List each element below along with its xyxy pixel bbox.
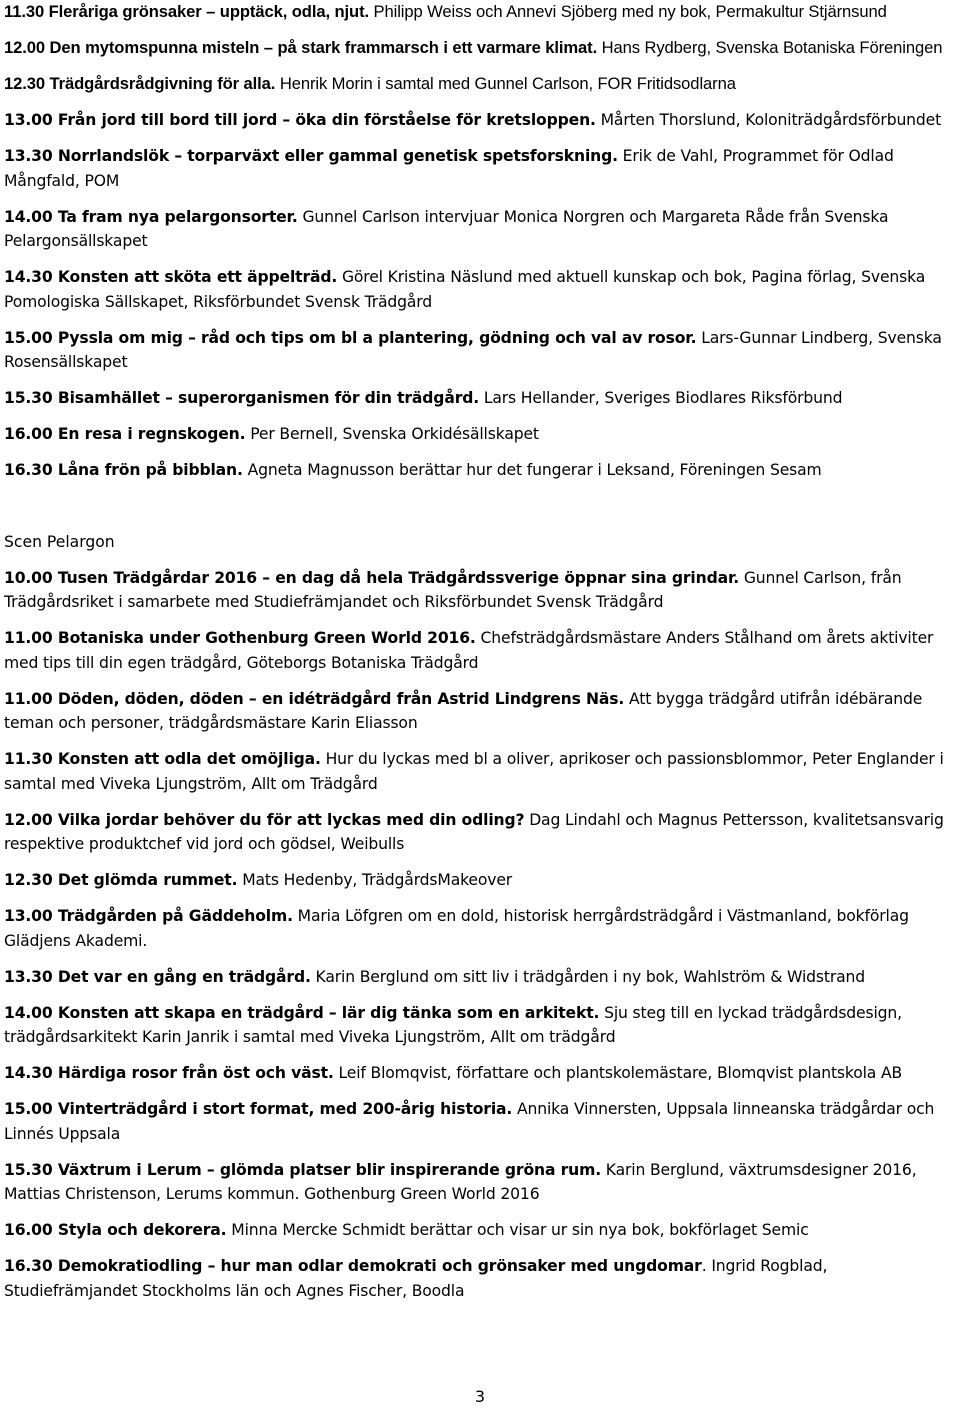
entry-title: 13.00 Trädgården på Gäddeholm.: [4, 907, 293, 925]
entry-title: 13.00 Från jord till bord till jord – öka din förståelse för kretsloppen.: [4, 111, 596, 129]
program-entry: [4, 265, 958, 314]
program-entry: [4, 458, 958, 483]
section-heading: Scen Pelargon: [4, 532, 115, 551]
program-entry: [4, 904, 958, 953]
program-entry: [4, 1158, 958, 1207]
program-entry: [4, 422, 958, 447]
entry-detail: Gunnel Carlson intervjuar Monica Norgren och Margareta Råde från Svenska Pelargonsällskapet: [4, 207, 889, 250]
entry-title: 14.00 Konsten att skapa en trädgård – lär dig tänka som en arkitekt.: [4, 1003, 600, 1022]
entry-title: 16.00 Styla och dekorera.: [4, 1221, 227, 1239]
entry-detail: Leif Blomqvist, författare och plantskolemästare, Blomqvist plantskola AB: [333, 1064, 903, 1082]
program-entry: [4, 1097, 958, 1146]
entry-detail: . Ingrid Rogblad, Studiefrämjandet Stockholms län och Agnes Fischer, Boodla: [4, 1257, 828, 1300]
entry-title: 11.00 Döden, döden, döden – en idéträdgård från Astrid Lindgrens Näs.: [4, 689, 625, 708]
entry-detail: Agneta Magnusson berättar hur det fungerar i Leksand, Föreningen Sesam: [242, 461, 822, 479]
program-entry: [4, 626, 958, 675]
entry-detail: Att bygga trädgård utifrån idébärande teman och personer, trädgårdsmästare Karin Eliasson: [4, 689, 923, 732]
entry-title: 11.00 Botaniska under Gothenburg Green World 2016.: [4, 629, 476, 647]
entry-detail: Karin Berglund om sitt liv i trädgården i ny bok, Wahlström & Widstrand: [310, 967, 865, 986]
entry-detail: Henrik Morin i samtal med Gunnel Carlson, FOR Fritidsodlarna: [275, 74, 736, 93]
entry-title: 15.00 Pyssla om mig – råd och tips om bl a plantering, gödning och val av rosor.: [4, 328, 697, 347]
entry-detail: Maria Löfgren om en dold, historisk herrgårdsträdgård i Västmanland, bokförlag Glädjens Akademi.: [4, 907, 909, 950]
entry-detail: Chefsträdgårdsmästare Anders Stålhand om årets aktiviter med tips till din egen trädgård, Göteborgs Botaniska Trädgård: [4, 629, 934, 672]
entry-title: 15.30 Bisamhället – superorganismen för din trädgård.: [4, 389, 480, 407]
program-entry: [4, 205, 958, 254]
entry-title: 11.30 Fleråriga grönsaker – upptäck, odla, njut.: [4, 2, 370, 21]
page-number: 3: [474, 1387, 486, 1406]
program-entry: [4, 1001, 958, 1050]
program-entry: [4, 868, 958, 893]
entry-title: 12.30 Trädgårdsrådgivning för alla.: [4, 74, 276, 93]
program-entry: [4, 808, 958, 857]
program-entry: [4, 965, 958, 990]
program-entry: [4, 72, 958, 97]
entry-title: 16.30 Låna frön på bibblan.: [4, 461, 243, 479]
entry-detail: Görel Kristina Näslund med aktuell kunskap och bok, Pagina förlag, Svenska Pomologiska Sällskapet, Riksförbundet Svensk Trädgård: [4, 268, 926, 311]
entry-detail: Minna Mercke Schmidt berättar och visar ur sin nya bok, bokförlaget Semic: [226, 1221, 809, 1239]
program-entry: [4, 36, 958, 61]
entry-title: 12.30 Det glömda rummet.: [4, 871, 238, 889]
entry-detail: Erik de Vahl, Programmet för Odlad Mångfald, POM: [4, 147, 894, 190]
entry-detail: Philipp Weiss och Annevi Sjöberg med ny bok, Permakultur Stjärnsund: [369, 2, 887, 21]
program-entry: [4, 144, 958, 193]
entry-detail: Lars-Gunnar Lindberg, Svenska Rosensällskapet: [4, 328, 942, 371]
entry-title: 14.30 Konsten att sköta ett äppelträd.: [4, 268, 338, 286]
entry-title: 14.30 Härdiga rosor från öst och väst.: [4, 1064, 334, 1082]
program-entry: [4, 1218, 958, 1243]
entry-detail: Gunnel Carlson, från Trädgårdsriket i samarbete med Studiefrämjandet och Riksförbundet Svensk Trädgård: [4, 568, 902, 611]
entry-title: 11.30 Konsten att odla det omöjliga.: [4, 750, 321, 768]
program-entry: [4, 1254, 958, 1303]
entry-detail: Dag Lindahl och Magnus Pettersson, kvalitetsansvarig respektive produktchef vid jord och gödsel, Weibulls: [4, 810, 944, 853]
entry-detail: Annika Vinnersten, Uppsala linneanska trädgårdar och Linnés Uppsala: [4, 1100, 935, 1143]
program-entry: [4, 687, 958, 736]
program-entry: [4, 1061, 958, 1086]
entry-title: 14.00 Ta fram nya pelargonsorter.: [4, 207, 298, 226]
program-entry: [4, 326, 958, 375]
entry-detail: Per Bernell, Svenska Orkidésällskapet: [245, 425, 539, 443]
entry-title: 16.30 Demokratiodling – hur man odlar demokrati och grönsaker med ungdomar: [4, 1257, 702, 1275]
entry-title: 12.00 Den mytomspunna misteln – på stark frammarsch i ett varmare klimat.: [4, 38, 598, 57]
document-page: [4, 0, 958, 1303]
entry-detail: Sju steg till en lyckad trädgårdsdesign, trädgårdsarkitekt Karin Janrik i samtal med Viveka Ljungström, Allt om trädgård: [4, 1003, 902, 1046]
entry-title: 10.00 Tusen Trädgårdar 2016 – en dag då hela Trädgårdssverige öppnar sina grindar.: [4, 568, 740, 587]
program-entry: [4, 108, 958, 133]
program-entry: [4, 566, 958, 615]
entry-detail: Karin Berglund, växtrumsdesigner 2016, Mattias Christenson, Lerums kommun. Gothenburg Green World 2016: [4, 1160, 917, 1203]
entry-detail: Mårten Thorslund, Koloniträdgårdsförbundet: [595, 111, 942, 129]
entry-title: 15.00 Vinterträdgård i stort format, med 200-årig historia.: [4, 1100, 513, 1118]
entry-detail: Hans Rydberg, Svenska Botaniska Föreningen: [597, 38, 943, 57]
entry-detail: Hur du lyckas med bl a oliver, aprikoser och passionsblommor, Peter Englander i samtal med Viveka Ljungström, Allt om Trädgård: [4, 750, 944, 793]
entry-detail: Mats Hedenby, TrädgårdsMakeover: [237, 871, 513, 889]
entry-title: 12.00 Vilka jordar behöver du för att lyckas med din odling?: [4, 810, 525, 829]
program-entry: [4, 386, 958, 411]
program-entry: [4, 0, 958, 25]
entry-title: 15.30 Växtrum i Lerum – glömda platser blir inspirerande gröna rum.: [4, 1160, 601, 1179]
entry-title: 13.30 Norrlandslök – torparväxt eller gammal genetisk spetsforskning.: [4, 147, 618, 165]
entry-title: 16.00 En resa i regnskogen.: [4, 425, 246, 443]
entry-title: 13.30 Det var en gång en trädgård.: [4, 967, 311, 986]
entry-detail: Lars Hellander, Sveriges Biodlares Riksförbund: [479, 389, 843, 407]
program-entry: [4, 747, 958, 796]
